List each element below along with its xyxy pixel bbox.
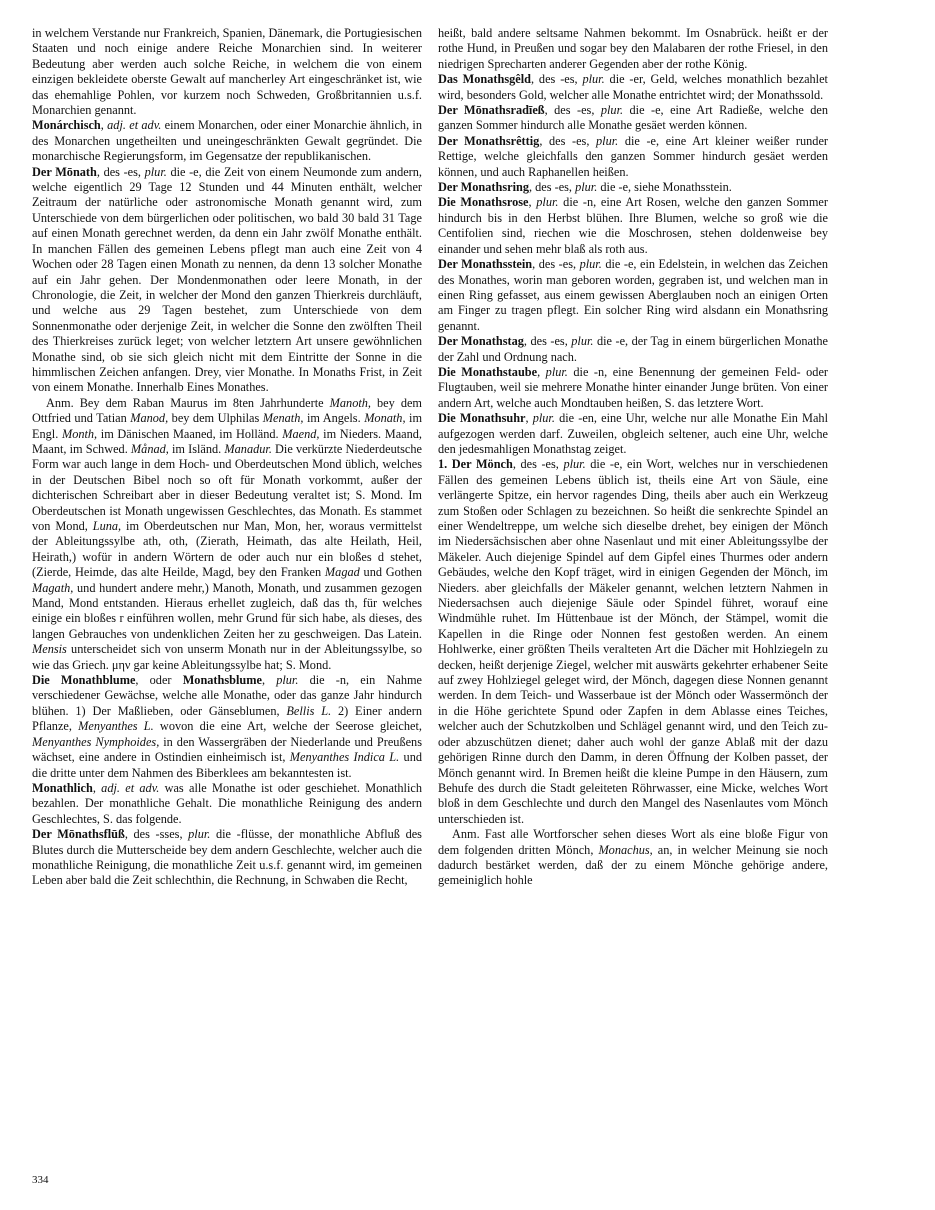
entry-text: wovon die eine Art, welche der Seerose gleichet, [153,719,422,734]
dictionary-entry [438,411,828,457]
entry-text: einem Monarchen, oder einer Monarchie ähnlich, in des Monarchen ungetheilten und uneingeschränkten Gewalt gegründet. Die monarchische Regierungsform, im Gegensatze der republikanischen. [32,118,422,164]
entry-text: unterscheidet sich von unserm Monath nur in der Ableitungssylbe, so wie das Griech. μην gar keine Ableitungssylbe hat; S. Mond. [32,642,422,672]
entry-text: im Nieders. Maand, Maant, im Schwed. [32,426,422,456]
entry-text: , des -es, [539,133,597,148]
dictionary-entry [32,26,422,118]
entry-text: , oder [135,673,183,688]
headword: Die Monathstaube [438,364,538,379]
italic-term: adj. et adv. [107,118,162,133]
italic-term: plur. [532,411,555,426]
italic-term: Monath, [364,411,406,426]
entry-text: , des -es, [528,180,576,195]
entry-text: die -flüsse, der monathliche Abfluß des Blutes durch die Mutterscheide bey dem andern Geschlechte, welcher auch die monathliche Reinigung, die monathliche Zeit u.s.f. genannt wird, im gemeinen Leben aber bald die Zeit schlechthin, die Rechnung, in Schwaben die Recht, [32,827,422,888]
headword: Der Mōnath [32,164,97,179]
dictionary-entry [438,134,828,180]
italic-term: Manoth, [329,395,371,410]
entry-text: , des -es, [512,457,564,472]
right-column [438,26,828,889]
entry-text: , [537,364,546,379]
entry-text: die -e, ein Wort, welches nur in verschiedenen Fällen des gemeinen Lebens üblich ist, theils eine Art von Säule, eine verlängerte Spitze, ein hervor ragendes Ding, theils aber auch ein Werkzeug zum Stoßen oder Schlagen zu bezeichnen. So heißt die senkrechte Spindel an einer Wendeltreppe, um welche sich dieselbe drehet, bey einigen der Mönch im Niedersächsischen aber ohne Nasenlaut und mit einer Ableitungssylbe der Mäkeler. Auch diejenige Spindel auf dem Gipfel eines Thurmes oder andern Gebäudes, welche den Kopf träget, wird in einigen Gegenden der Mönch, im Nieders. aber gleichfalls der Mäkeler genannt, welchen letztern Nahmen in Niedersachsen auch diejenige Säule oder Spindel führet, worauf eine Windmühle ruhet. Im Hüttenbaue ist der Mönch, der Stämpel, womit die Kapellen in die Ringe oder Nonnen fest gestoßen werden. An einem Hohlwerke, einer größten Theils veralteten Art die Dächer mit Hohlziegeln zu decken, heißt derjenige Ziegel, welcher mit auswärts gekehrter erhabener Seite auf zwey Hohlziegel geleget wird, der Mönch, dagegen diese Nonnen genannt werden. In dem Teich- und Wasserbaue ist der Mönch oder Wassermönch der in die Höhe gerichtete Spund oder Zapfen in dem Ablasse eines Teiches, welcher auch der Schutzkolben und Schlägel genannt wird, und den Teich zu- oder abzuschützen dienet; daher auch wohl der ganze Ablaß mit der dazu gehörigen Rinne durch den Damm, in deren Öffnung der Kolben passet, der Mönch genannt wird. In Bremen heißt die kleine Pumpe in den Häusern, zum Behufe des durch die Stadt geleiteten Röhrwasser, eine Micke, welches Wort bloß in dem Geschlechte und durch den Mangel des Nasenlautes vom Mönch unterschieden ist. [438,457,828,826]
dictionary-entry [438,334,828,365]
entry-text: im Dänischen Maaned, im Holländ. [97,426,283,441]
dictionary-entry [32,396,422,673]
entry-text: , [525,411,533,426]
italic-term: Menyanthes Indica L. [289,750,400,765]
dictionary-entry [438,26,828,72]
entry-text: und hundert andere mehr,) Manoth, Monath, und zusammen gezogen Mand, Mond entstanden. Hieraus erhellet zugleich, daß das th, für welches einige ein bloßes r einführen wollen, mehr Grund für sich habe, als dieses, des langen Gebrauches von undenklichen Zeiten her zu geschweigen. Das Latein. [32,580,422,641]
italic-term: plur. [582,72,605,87]
dictionary-entry [32,673,422,781]
italic-term: Månad, [130,441,169,456]
entry-text: was alle Monathe ist oder geschiehet. Monathlich bezahlen. Der monathliche Gehalt. Die monathliche Reinigung des andern Geschlechtes, S. das folgende. [32,780,422,826]
headword: Die Monathsuhr [438,411,526,426]
entry-text: in welchem Verstande nur Frankreich, Spanien, Dänemark, die Portugiesischen Staaten und noch einige andere Reiche Monarchien sind. In weiterer Bedeutung aber werden auch solche Reiche, in welchem die von einem einzigen bekleidete oberste Gewalt auf mancherley Art eingeschränket ist, wie das ehemahlige Pohlen, vor kurzem noch Schweden, Großbritannien u.s.f. Monarchien genannt. [32,26,422,118]
entry-text: heißt, bald andere seltsame Nahmen bekommt. Im Osnabrück. heißt er der rothe Hund, in Preußen und sogar bey den Malabaren der rothe Friesel, in den niedrigen Sprecharten anderer Gegenden aber der rothe König. [438,26,828,71]
entry-text: im Oberdeutschen nur Man, Mon, her, woraus vermittelst der Ableitungssylbe ath, oth, (Zierath, Heimath, das alte Heilath, Heil, Heirath,) wofür in andern Wörtern de oder auch nur ein bloßes d stehet, (Zierde, Heimde, das alte Heilde, Magd, bey den Franken [32,519,422,580]
entry-text: die -e, eine Art Radieße, welche den ganzen Sommer hindurch alle Monathe gesäet werden können. [438,103,828,133]
italic-term: Magath, [32,580,74,595]
headword: Die Monathsrose [438,195,529,210]
headword: 1. Der Mönch [438,457,513,472]
italic-term: plur. [579,257,602,272]
dictionary-entry [438,257,828,334]
entry-text: im Isländ. [168,441,225,456]
dictionary-entry [32,781,422,827]
dictionary-entry [438,72,828,103]
left-column [32,26,422,889]
italic-term: plur. [563,457,586,472]
italic-term: Maend, [282,426,320,441]
headword: Der Monathsstein [438,257,533,272]
headword: Monathlich [32,780,93,795]
entry-text: die -n, eine Benennung der gemeinen Feld- oder Flugtauben, weil sie mehrere Monathe hinter einander Junge brüten. Von einer andern Art, welche auch Mondtauben heißen, S. das letztere Wort. [438,364,828,410]
dictionary-entry [438,457,828,827]
italic-term: Manadur. [224,441,272,456]
headword: Die Monathblume [32,673,136,688]
entry-text: im Engl. [32,411,423,441]
entry-text: , des -es, [532,257,580,272]
headword: Der Mōnathsflūß [32,827,125,842]
entry-text: , [92,780,102,795]
entry-text: die -e, ein Edelstein, in welchen das Zeichen des Monathes, worin man geboren worden, gegraben ist, und welchen man in einen Ring gefasset, aus einem gewissen Aberglauben noch an einigen Orten am Finger zu tragen pflegt. Ein solcher Ring wird alsdann ein Monathsring genannt. [438,257,828,333]
entry-text: die -e, eine Art kleiner weißer runder Rettige, welche gleichfalls den ganzen Sommer hindurch gesäet werden können, und auch Raphanellen heißen. [438,133,828,179]
italic-term: Magad [324,565,360,580]
entry-text: und die dritte unter dem Nahmen des Biberklees am bekanntesten ist. [32,750,422,780]
headword: Monárchisch [32,118,101,133]
entry-text: im Angels. [303,411,365,426]
italic-term: plur. [571,334,594,349]
italic-term: plur. [144,164,167,179]
page-number: 334 [32,1174,49,1186]
italic-term: plur. [276,673,299,688]
italic-term: plur. [600,103,624,118]
headword: Der Mōnathsradīeß [438,103,545,118]
entry-text: 2) Einer andern Pflanze, [32,703,422,734]
dictionary-entry [438,365,828,411]
italic-term: Luna, [92,519,122,533]
entry-text: die -e, siehe Monathsstein. [597,180,732,195]
italic-term: Manod, [130,411,169,426]
italic-term: Month, [61,426,98,441]
italic-term: plur. [545,364,568,379]
italic-term: Bellis L. [286,703,332,718]
headword: Das Monathsgêld [438,72,531,87]
entry-text: , des -es, [523,334,572,349]
dictionary-entry [438,180,828,195]
entry-text: und Gothen [359,565,422,580]
italic-term: Monachus, [598,842,653,857]
italic-term: plur. [575,180,598,195]
dictionary-entry [438,103,828,134]
italic-term: adj. et adv. [101,780,160,795]
dictionary-entry [438,195,828,257]
entry-text: Die verkürzte Niederdeutsche Form war auch lange in dem Hoch- und Oberdeutschen Mond üblich, welches in der Deutschen Bibel noch so oft für Monath vorkommt, außer der dichterischen Schreibart aber in dieser Bedeutung veraltet ist; S. Mond. Im Oberdeutschen ist Monath ungewissen Geschlechtes, das Monath. Es stammet von Mond, [32,441,422,533]
entry-text: die -en, eine Uhr, welche nur alle Monathe Ein Mahl aufgezogen werden darf. Zuweilen, obgleich seltener, auch eine Uhr, welche den jedesmahligen Monathstag zeiget. [438,411,828,456]
italic-term: plur. [536,195,559,210]
headword: Der Monathsring [438,180,529,195]
dictionary-entry [32,165,422,396]
entry-text: die -n, ein Nahme verschiedener Gewächse, welche alle Monathe, oder das ganze Jahr hindurch blühen. 1) Der Maßlieben, oder Gänseblumen, [32,673,422,718]
entry-text: , des -es, [531,72,583,87]
entry-text: die -er, Geld, welches monathlich bezahlet wird, besonders Gold, welcher alle Monathe entrichtet wird; der Monathssold. [438,72,828,102]
headword: Der Monathstag [438,334,524,349]
entry-text: Anm. Bey dem Raban Maurus im 8ten Jahrhunderte [46,395,330,410]
italic-term: Menyanthes L. [78,719,154,734]
entry-text: Anm. Fast alle Wortforscher sehen dieses Wort als eine bloße Figur von dem folgenden dritten Mönch, [438,827,828,857]
entry-text: die -e, die Zeit von einem Neumonde zum andern, welche eigentlich 29 Tage 12 Stunden und 44 Minuten enthält, welcher Zeitraum der natürliche oder astronomische Monath genannt wird, zum Unterschiede von dem bürgerlichen oder politischen, wo bald 30 bald 31 Tage auf einen Monath gerechnet werden, da denn ein Jahr zwölf Monathe enthält. In manchen Fällen des gemeinen Lebens pflegt man auch eine Zeit von 4 Wochen oder 28 Tagen einen Monath zu nennen, da denn 13 solcher Monathe auf ein Jahr gehen. Der Mondenmonathen oder leere Monath, in der Chronologie, die Zeit, in welcher der Mond den ganzen Thierkreis durchläuft, und welche aus 29 Tagen bestehet, zum Unterschiede von dem Sonnenmonathe oder derjenige Zeit, in welcher die Sonne den zwölften Theil des Thierkreises zurück leget; von welcher letztern Art unsere gewöhnlichen Monathe sind, ob sie sich gleich nicht mit dem Eintritte der Sonne in die himmlischen Zeichen anfangen. Drey, vier Monathe. In Monaths Frist, in Zeit von einem Monathe. Innerhalb Eines Monathes. [32,164,422,395]
italic-term: Menath, [262,411,304,426]
entry-text: , des -sses, [124,827,189,842]
italic-term: Mensis [32,642,67,657]
entry-text: , [261,673,277,688]
headword: Monathsblume [182,673,262,688]
headword: Der Monathsrêttig [438,133,540,148]
entry-text: , des -es, [96,164,145,179]
dictionary-entry [32,118,422,164]
entry-text: die -n, eine Art Rosen, welche den ganzen Sommer hindurch bis in den Herbst blühen. Ihre Blumen, welche so groß wie die Centifolien sind, riechen wie die Moschrosen, stehen doldenweise bey einander und sehen mehr blaß als roth aus. [438,195,828,256]
entry-text: , des -es, [544,103,601,118]
italic-term: plur. [188,827,211,842]
italic-term: plur. [596,133,619,148]
entry-text: , [100,118,108,133]
entry-text: in den Wassergräben der Niederlande und Preußens wächset, eine andere in Ostindien einheimisch ist, [32,734,422,765]
dictionary-entry [438,827,828,889]
dictionary-entry [32,827,422,889]
entry-text: , [528,195,537,210]
entry-text: bey dem Ulphilas [168,411,263,426]
entry-text: bey dem Ottfried und Tatian [32,395,422,426]
entry-text: an, in welcher Meinung sie noch dadurch bestärket werden, daß der zu einem Mönche gehörige andere, gemeiniglich hohle [438,842,828,888]
italic-term: Menyanthes Nymphoides, [32,734,160,749]
entry-text: die -e, der Tag in einem bürgerlichen Monathe der Zahl und Ordnung nach. [438,334,828,364]
